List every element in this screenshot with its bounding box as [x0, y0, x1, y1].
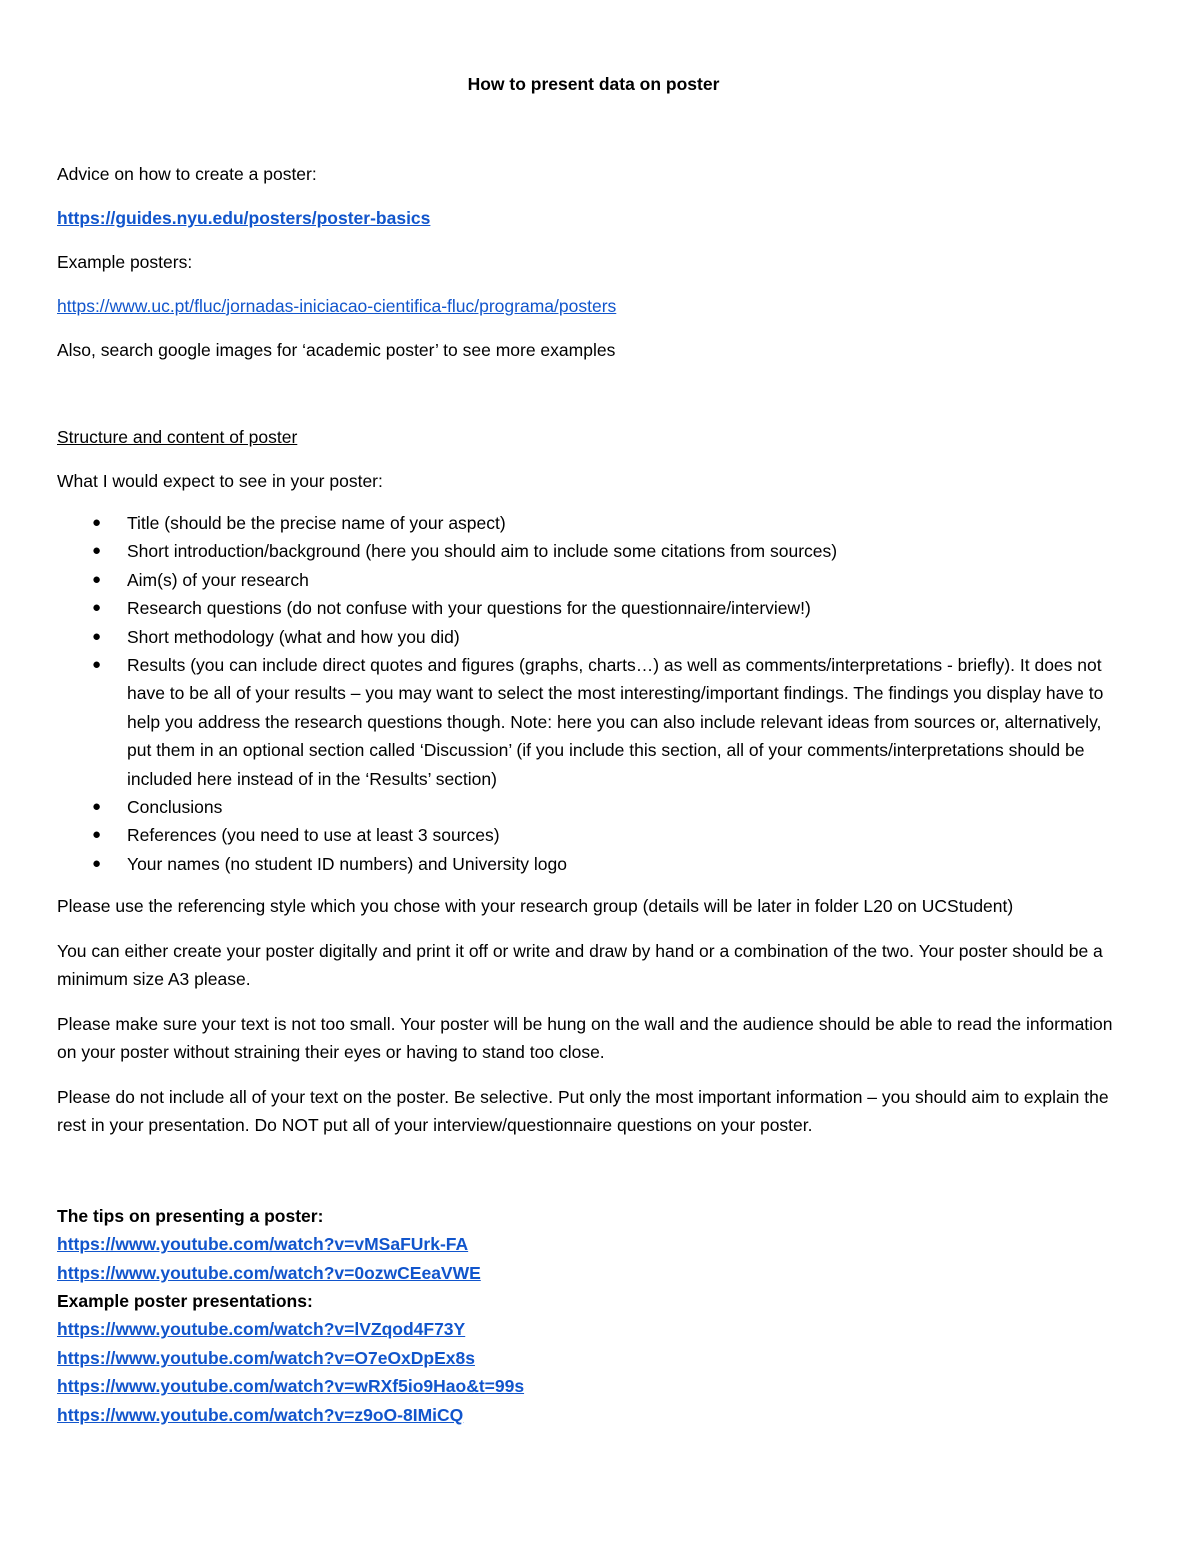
- bullet-icon: ●: [92, 542, 102, 560]
- bullet-icon: ●: [92, 826, 102, 844]
- example-link-4[interactable]: https://www.youtube.com/watch?v=z9oO-8IMiCQ: [57, 1404, 464, 1425]
- bullet-icon: ●: [92, 798, 102, 816]
- bullet-icon: ●: [92, 570, 102, 588]
- list-item: ● Conclusions: [57, 793, 1130, 821]
- example-posters-link[interactable]: https://www.uc.pt/fluc/jornadas-iniciacao-cientifica-fluc/programa/posters: [57, 296, 617, 316]
- tips-heading: The tips on presenting a poster:: [57, 1205, 324, 1226]
- referencing-paragraph: Please use the referencing style which you chose with your research group (details will be later in folder L20 on UCStudent): [57, 896, 1014, 917]
- bullet-icon: ●: [92, 627, 102, 645]
- tips-link-2[interactable]: https://www.youtube.com/watch?v=0ozwCEeaVWE: [57, 1262, 481, 1283]
- list-item: ● Aim(s) of your research: [57, 566, 1130, 594]
- document-title: How to present data on poster: [467, 74, 720, 94]
- bullet-icon: ●: [92, 656, 102, 674]
- list-item: ● Your names (no student ID numbers) and University logo: [57, 850, 1130, 878]
- example-link-1[interactable]: https://www.youtube.com/watch?v=lVZqod4F73Y: [57, 1319, 466, 1340]
- also-search-text: Also, search google images for ‘academic poster’ to see more examples: [57, 340, 616, 360]
- bullet-icon: ●: [92, 514, 102, 531]
- format-paragraph: You can either create your poster digitally and print it off or write and draw by hand or a combination of the two. Your poster should be a minimum size A3 please.: [57, 940, 1103, 990]
- poster-basics-link[interactable]: https://guides.nyu.edu/posters/poster-basics: [57, 208, 431, 228]
- example-link-3[interactable]: https://www.youtube.com/watch?v=wRXf5io9Hao&t=99s: [57, 1376, 525, 1397]
- example-link-2[interactable]: https://www.youtube.com/watch?v=O7eOxDpEx8s: [57, 1347, 475, 1368]
- selective-paragraph: Please do not include all of your text on the poster. Be selective. Put only the most important information – you should aim to explain the rest in your presentation. Do NOT put all of your interview/questionnaire questions on your poster.: [57, 1086, 1109, 1136]
- list-item: ● References (you need to use at least 3 sources): [57, 821, 1130, 849]
- list-item: ● Research questions (do not confuse with your questions for the questionnaire/interview!): [57, 594, 1130, 622]
- text-size-paragraph: Please make sure your text is not too small. Your poster will be hung on the wall and the audience should be able to read the information on your poster without straining their eyes or having to stand too close.: [57, 1013, 1113, 1063]
- list-item: ● Short introduction/background (here you should aim to include some citations from sources): [57, 537, 1130, 565]
- list-item: ● Title (should be the precise name of your aspect): [57, 509, 1130, 537]
- tips-link-1[interactable]: https://www.youtube.com/watch?v=vMSaFUrk-FA: [57, 1234, 469, 1255]
- structure-heading: Structure and content of poster: [57, 427, 298, 447]
- bullet-icon: ●: [92, 854, 102, 872]
- advice-label: Advice on how to create a poster:: [57, 164, 317, 184]
- list-item: ● Short methodology (what and how you did): [57, 623, 1130, 651]
- expect-text: What I would expect to see in your poster:: [57, 471, 383, 491]
- examples-label: Example posters:: [57, 252, 193, 272]
- list-item: ● Results (you can include direct quotes and figures (graphs, charts…) as well as comments/interpretations - briefly). It does not have to be all of your results – you may want to select the most interesting/important findings. The findings you display have to help you address the research questions though. Note: here you can also include relevant ideas from sources or, alternatively, put them in an optional section called ‘Discussion’ (if you include this section, all of your comments/interpretations should be included here instead of in the ‘Results’ section): [57, 651, 1130, 793]
- bullet-icon: ●: [92, 599, 102, 617]
- tips-section: [57, 1202, 1130, 1429]
- example-presentations-heading: Example poster presentations:: [57, 1291, 313, 1311]
- poster-content-list: [57, 509, 1130, 878]
